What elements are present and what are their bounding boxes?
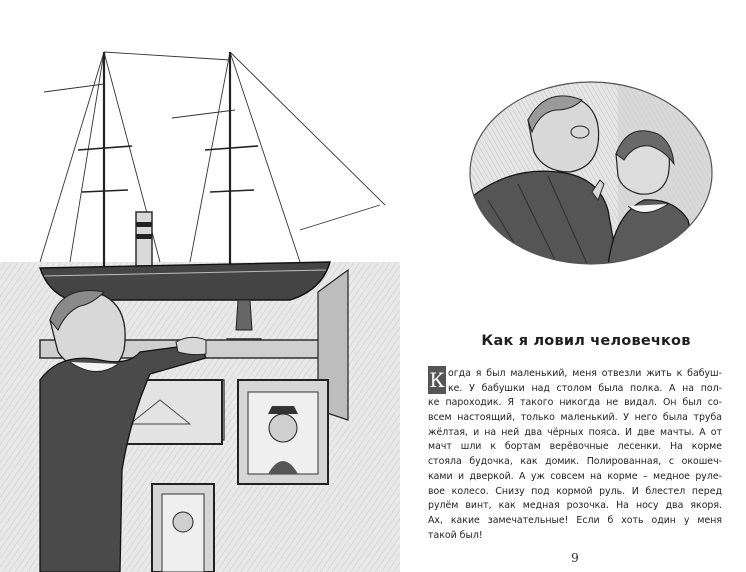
story-line: всем настоящий, только маленький. У него была труба	[428, 412, 722, 424]
story-line: ке пароходик. Я такого никогда не видал. Он был со-	[428, 397, 722, 409]
story-text	[428, 367, 722, 543]
story-title: Как я ловил человечков	[481, 333, 691, 349]
story-line: вое колесо. Снизу под кормой руль. И блестел перед	[428, 485, 722, 497]
story-line: Ах, какие замечательные! Если б хоть один у меня	[428, 514, 722, 526]
grandmother-boy-oval-illustration	[468, 80, 714, 266]
story-line: мачт шли к бортам верёвочные лесенки. На корме	[428, 441, 722, 453]
story-line: огда я был маленький, меня отвезли жить к бабуш-	[448, 368, 722, 379]
story-line: жёлтая, и на ней два чёрных пояса. И две мачты. А от	[428, 426, 722, 438]
story-line: стояла будочка, как домик. Полированная, с окошеч-	[428, 456, 722, 468]
page-number: 9	[571, 551, 579, 565]
story-line: такой был!	[428, 529, 483, 541]
story-line: ками и дверкой. А уж совсем на корме – медное руле-	[428, 470, 722, 482]
story-line: ке. У бабушки над столом была полка. А на пол-	[448, 382, 722, 394]
story-line: рулём винт, как медная розочка. На носу два якоря.	[428, 500, 722, 512]
drop-cap-letter: К	[429, 368, 445, 392]
